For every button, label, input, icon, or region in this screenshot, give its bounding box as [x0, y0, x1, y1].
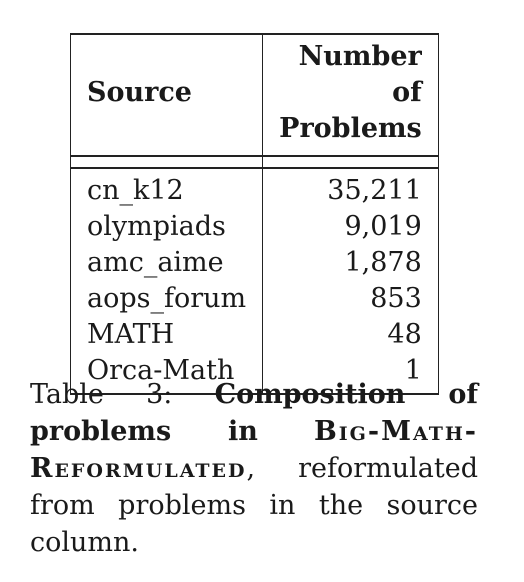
table-row [71, 245, 439, 281]
table-caption [30, 376, 478, 561]
cell-source: Orca-Math [71, 353, 263, 394]
caption-bold-text: Composition of problems in [30, 379, 478, 447]
cell-source: amc_aime [71, 245, 263, 281]
table-row [71, 209, 439, 245]
cell-count: 1,878 [263, 245, 439, 281]
table-row [71, 317, 439, 353]
caption-rest: , reformulated from problems in the source column. [30, 453, 478, 558]
cell-count: 35,211 [263, 168, 439, 209]
cell-count: 48 [263, 317, 439, 353]
table-row [71, 168, 439, 209]
table-row [71, 281, 439, 317]
header-row [71, 34, 439, 156]
header-body-gap [71, 156, 439, 168]
cell-count: 853 [263, 281, 439, 317]
header-count-line1: Number of [298, 41, 422, 108]
header-source: Source [71, 34, 263, 156]
cell-count: 9,019 [263, 209, 439, 245]
header-number-of-problems [263, 34, 439, 156]
cell-source: cn_k12 [71, 168, 263, 209]
cell-source: aops_forum [71, 281, 263, 317]
cell-source: olympiads [71, 209, 263, 245]
caption-label: Table 3: [30, 379, 173, 410]
cell-source: MATH [71, 317, 263, 353]
cell-count: 1 [263, 353, 439, 394]
composition-table-container [70, 33, 438, 395]
composition-table [70, 33, 439, 395]
caption-dataset-name: Big-Math-Reformulated [30, 416, 478, 484]
header-count-line2: Problems [279, 113, 422, 144]
